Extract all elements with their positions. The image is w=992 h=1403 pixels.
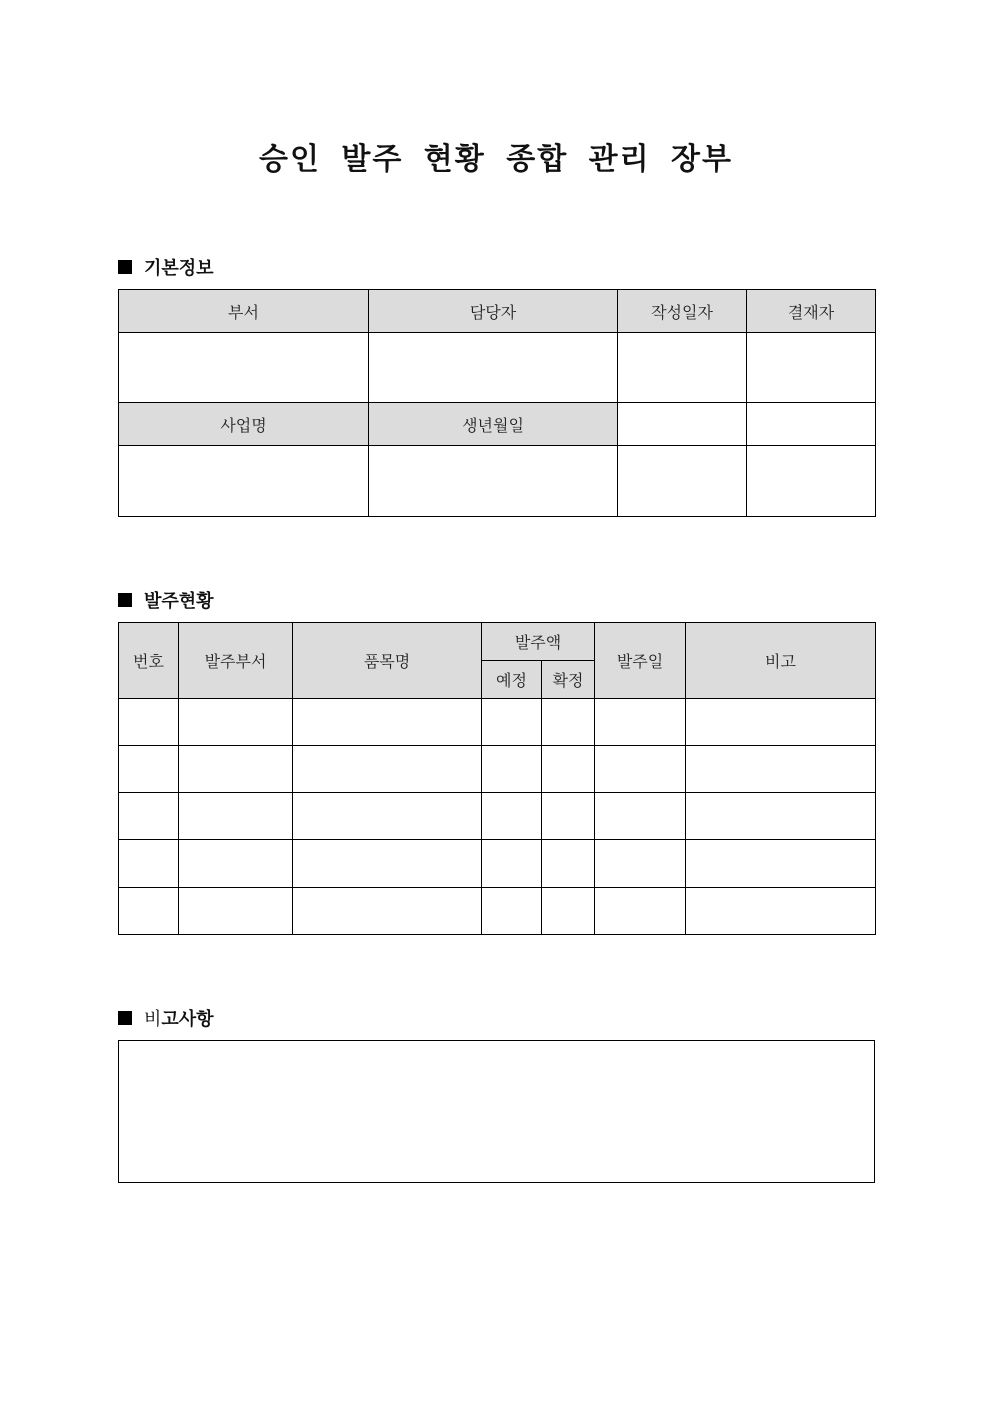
cell-remarks[interactable] [686,699,876,746]
cell-number[interactable] [119,699,179,746]
section-title-orders [118,587,214,613]
cell-item-name[interactable] [293,888,482,935]
table-row [119,840,876,888]
cell-amount-confirmed[interactable] [542,746,595,793]
cell-item-name[interactable] [293,746,482,793]
table-row [119,746,876,793]
cell-number[interactable] [119,746,179,793]
section-title-label-bold: 고사항 [161,1009,214,1030]
cell-remarks[interactable] [686,888,876,935]
cell-item-name[interactable] [293,793,482,840]
cell-remarks[interactable] [686,746,876,793]
cell-amount-planned[interactable] [482,888,542,935]
header-amount-planned: 예정 [482,661,542,699]
cell-item-name[interactable] [293,699,482,746]
section-title-basic-info [118,254,214,280]
cell-blank-1[interactable] [618,403,747,446]
document-title: 승인 발주 현황 종합 관리 장부 [259,142,733,177]
cell-amount-confirmed[interactable] [542,888,595,935]
cell-number[interactable] [119,840,179,888]
cell-number[interactable] [119,793,179,840]
cell-project-name[interactable] [119,446,369,517]
cell-manager[interactable] [369,333,618,403]
header-order-department: 발주부서 [179,623,293,699]
header-number: 번호 [119,623,179,699]
header-department: 부서 [119,290,369,333]
cell-amount-planned[interactable] [482,699,542,746]
header-project-name: 사업명 [119,403,369,446]
cell-order-date[interactable] [595,746,686,793]
cell-item-name[interactable] [293,840,482,888]
cell-order-date[interactable] [595,793,686,840]
cell-remarks[interactable] [686,840,876,888]
cell-order-department[interactable] [179,793,293,840]
header-approver: 결재자 [747,290,876,333]
cell-amount-confirmed[interactable] [542,699,595,746]
cell-blank-3[interactable] [618,446,747,517]
header-item-name: 품목명 [293,623,482,699]
square-bullet-icon [118,260,132,274]
cell-order-date[interactable] [595,840,686,888]
table-row [119,699,876,746]
cell-order-department[interactable] [179,888,293,935]
header-order-amount: 발주액 [482,623,595,661]
cell-order-date[interactable] [595,699,686,746]
cell-blank-2[interactable] [747,403,876,446]
cell-birth-date[interactable] [369,446,618,517]
section-title-notes [118,1005,214,1031]
cell-order-department[interactable] [179,840,293,888]
orders-table [118,622,876,935]
notes-textbox[interactable] [118,1040,875,1183]
section-title-label: 기본정보 [144,258,214,279]
cell-blank-4[interactable] [747,446,876,517]
table-row [119,888,876,935]
cell-approver[interactable] [747,333,876,403]
header-amount-confirmed: 확정 [542,661,595,699]
header-birth-date: 생년월일 [369,403,618,446]
table-row [119,793,876,840]
header-manager: 담당자 [369,290,618,333]
header-date-written: 작성일자 [618,290,747,333]
cell-number[interactable] [119,888,179,935]
square-bullet-icon [118,1011,132,1025]
cell-amount-confirmed[interactable] [542,840,595,888]
basic-info-table [118,289,876,517]
cell-amount-planned[interactable] [482,793,542,840]
cell-amount-planned[interactable] [482,840,542,888]
cell-order-department[interactable] [179,746,293,793]
header-order-date: 발주일 [595,623,686,699]
cell-remarks[interactable] [686,793,876,840]
square-bullet-icon [118,593,132,607]
section-title-label: 발주현황 [144,591,214,612]
cell-date-written[interactable] [618,333,747,403]
section-title-label-normal: 비 [144,1009,162,1030]
header-remarks: 비고 [686,623,876,699]
cell-amount-planned[interactable] [482,746,542,793]
cell-amount-confirmed[interactable] [542,793,595,840]
cell-order-date[interactable] [595,888,686,935]
cell-department[interactable] [119,333,369,403]
cell-order-department[interactable] [179,699,293,746]
